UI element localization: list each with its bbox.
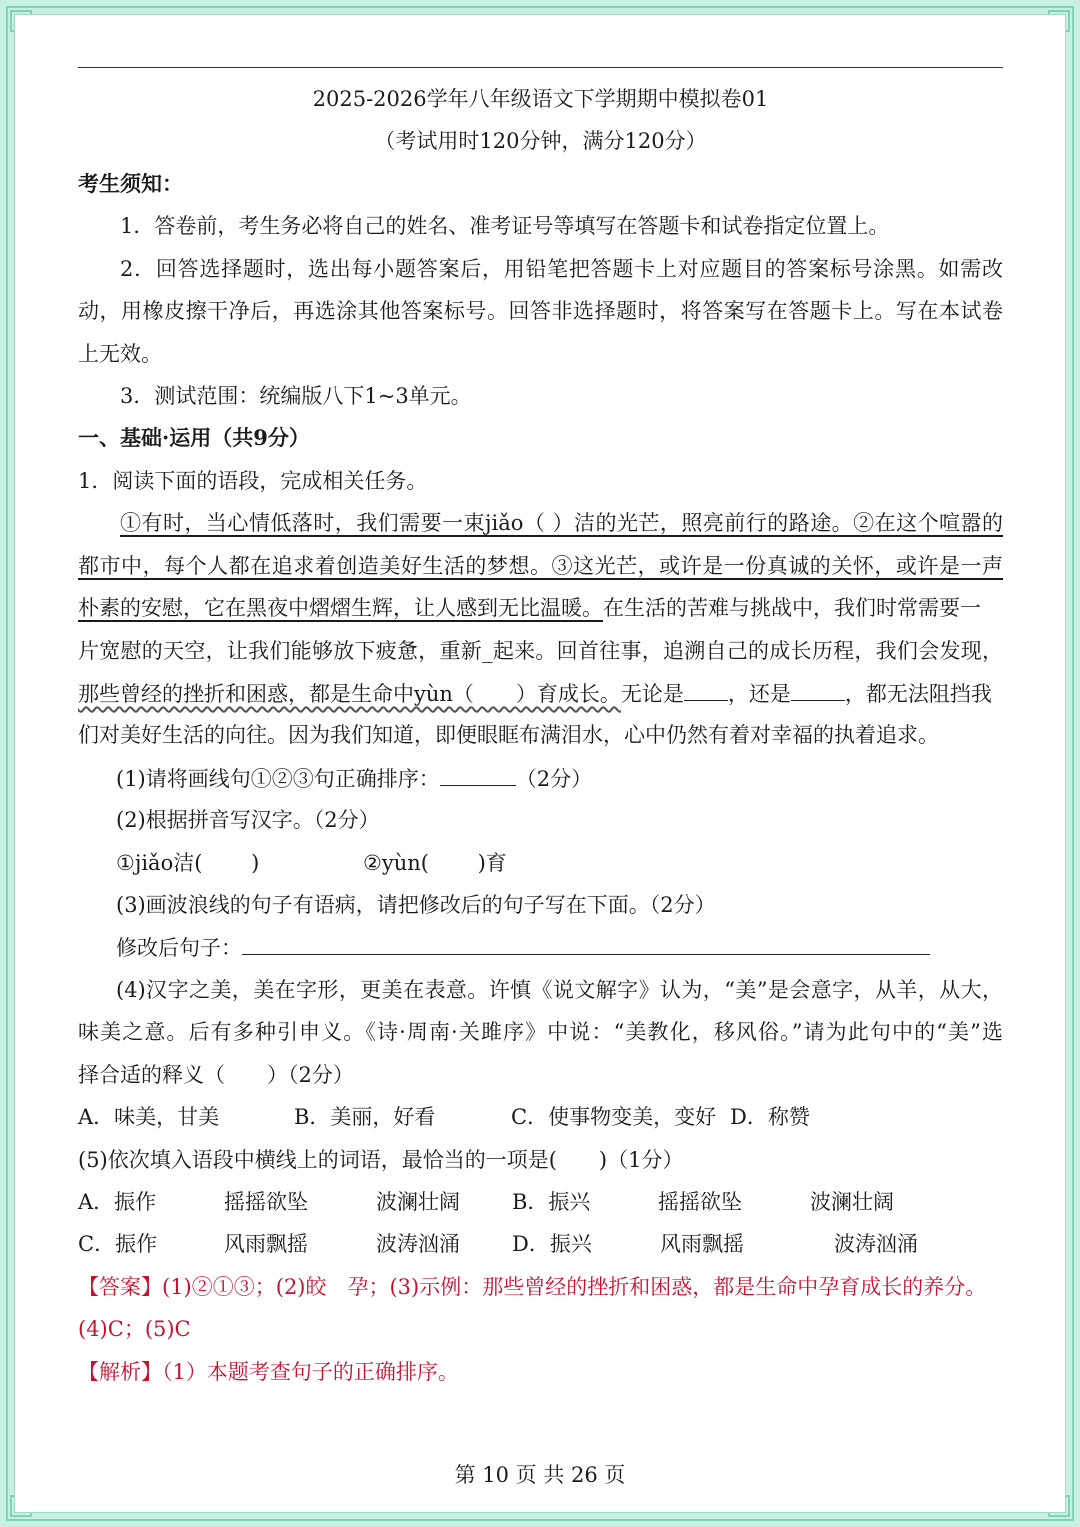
- option-d-word-2: 风雨飘摇: [660, 1232, 744, 1256]
- passage-line-4: 片宽慰的天空，让我们能够放下疲惫，重新_起来。回首往事，追溯自己的成长历程，我们会发现，: [78, 639, 1003, 663]
- exam-title: 2025-2026学年八年级语文下学期期中模拟卷01: [312, 87, 769, 111]
- option-c[interactable]: C．振作: [78, 1232, 158, 1256]
- option-b-word-2: 摇摇欲坠: [658, 1190, 742, 1214]
- option-c-word-2: 风雨飘摇: [224, 1232, 308, 1256]
- option-a[interactable]: A．味美，甘美: [78, 1105, 220, 1129]
- score: （2分）: [515, 767, 593, 791]
- pinyin-item-yun: ②yùn( )育: [363, 851, 507, 875]
- option-d-word-3: 波涛汹涌: [834, 1232, 918, 1256]
- option-b-word-3: 波澜壮阔: [810, 1190, 894, 1214]
- section-heading: 一、基础·运用（共9分）: [78, 425, 310, 450]
- option-c-word-3: 波涛汹涌: [376, 1232, 460, 1256]
- subquestion-5-row-1: [78, 1187, 1003, 1217]
- page-number: 第 10 页 共 26 页: [454, 1463, 626, 1487]
- subquestion-4-options: [78, 1102, 1003, 1132]
- exam-subtitle: （考试用时120分钟，满分120分）: [374, 129, 707, 153]
- revision-row: [78, 932, 1003, 963]
- subquestion-3: (3)画波浪线的句子有语病，请把修改后的句子写在下面。（2分）: [116, 893, 716, 917]
- header-rule: [78, 67, 1003, 68]
- option-c[interactable]: C．使事物变美，变好: [511, 1105, 717, 1129]
- notice-item-2-cont: 动，用橡皮擦干净后，再选涂其他答案标号。回答非选择题时，将答案写在答题卡上。写在本试卷: [78, 299, 1003, 323]
- passage-line-6: 们对美好生活的向往。因为我们知道，即便眼眶布满泪水，心中仍然有着对幸福的执着追求。: [78, 723, 939, 747]
- notice-item-2: 2．回答选择题时，选出每小题答案后，用铅笔把答题卡上对应题目的答案标号涂黑。如需改: [120, 257, 1003, 281]
- option-b[interactable]: B．美丽，好看: [294, 1105, 436, 1129]
- answer-line-1: [78, 1272, 1003, 1302]
- answer-text: (1)②①③；(2)皎 孕；(3)示例：那些曾经的挫折和困惑，都是生命中孕育成长的养分。: [162, 1275, 987, 1299]
- passage-line-5: [78, 678, 1003, 709]
- passage-line-3: [78, 593, 1003, 623]
- notice-heading: 考生须知：: [78, 171, 183, 196]
- notice-item-3: 3．测试范围：统编版八下1~3单元。: [120, 384, 472, 408]
- passage-text: ，还是: [727, 682, 791, 706]
- subquestion-2: (2)根据拼音写汉字。（2分）: [116, 808, 380, 832]
- question-1: 1．阅读下面的语段，完成相关任务。: [78, 469, 428, 493]
- option-a-word-2: 摇摇欲坠: [224, 1190, 308, 1214]
- option-a-word-3: 波澜壮阔: [376, 1190, 460, 1214]
- subquestion-4-end: 择合适的释义（ ）（2分）: [78, 1063, 354, 1087]
- order-answer-blank[interactable]: [440, 763, 516, 786]
- notice-item-2-end: 上无效。: [78, 342, 162, 366]
- revision-answer-line[interactable]: [242, 932, 930, 955]
- option-d[interactable]: D．称赞: [730, 1105, 810, 1129]
- subquestion-4: (4)汉字之美，美在字形，更美在表意。许慎《说文解字》认为，“美”是会意字，从羊，从大，: [116, 978, 1003, 1002]
- analysis-line: [78, 1357, 1003, 1387]
- option-a[interactable]: A．振作: [78, 1190, 157, 1214]
- passage-line-1: [78, 508, 1003, 538]
- passage-text: 在生活的苦难与挑战中，我们时常需要一: [603, 596, 981, 620]
- passage-line-2: [78, 551, 1003, 581]
- answer-line-2: (4)C；(5)C: [78, 1317, 191, 1341]
- subquestion-1-text: (1)请将画线句①②③句正确排序：: [116, 767, 440, 791]
- underlined-sentence: ①有时，当心情低落时，我们需要一束jiǎo（ ）洁的光芒，照亮前行的路途。②在这个喧嚣的: [120, 511, 1003, 535]
- fill-blank-1[interactable]: [684, 678, 728, 701]
- subquestion-4-cont: 味美之意。后有多种引申义。《诗·周南·关雎序》中说：“美教化，移风俗。”请为此句中的“美”选: [78, 1020, 1003, 1044]
- pinyin-item-jiao: ①jiǎo洁( ): [116, 851, 260, 875]
- fill-blank-2[interactable]: [791, 678, 845, 701]
- analysis-tag: 【解析】: [78, 1360, 162, 1384]
- notice-item-1: 1．答卷前，考生务必将自己的姓名、准考证号等填写在答题卡和试卷指定位置上。: [120, 214, 890, 238]
- subquestion-5: (5)依次填入语段中横线上的词语，最恰当的一项是( )（1分）: [78, 1148, 684, 1172]
- wavy-sentence: 那些曾经的挫折和困惑，都是生命中yùn（ ）育成长。: [78, 682, 621, 706]
- underlined-sentence: 朴素的安慰，它在黑夜中熠熠生辉，让人感到无比温暖。: [78, 596, 603, 620]
- option-b[interactable]: B．振兴: [512, 1190, 591, 1214]
- answer-tag: 【答案】: [78, 1275, 162, 1299]
- passage-text: 无论是: [620, 682, 684, 706]
- analysis-text: （1）本题考查句子的正确排序。: [162, 1360, 459, 1384]
- revision-label: 修改后句子：: [116, 936, 242, 960]
- underlined-sentence: 都市中，每个人都在追求着创造美好生活的梦想。③这光芒，或许是一份真诚的关怀，或许是一声: [78, 554, 1003, 578]
- option-d[interactable]: D．振兴: [512, 1232, 592, 1256]
- passage-text: ，都无法阻挡我: [844, 682, 992, 706]
- subquestion-5-row-2: [78, 1229, 1003, 1259]
- subquestion-1: [78, 763, 1003, 794]
